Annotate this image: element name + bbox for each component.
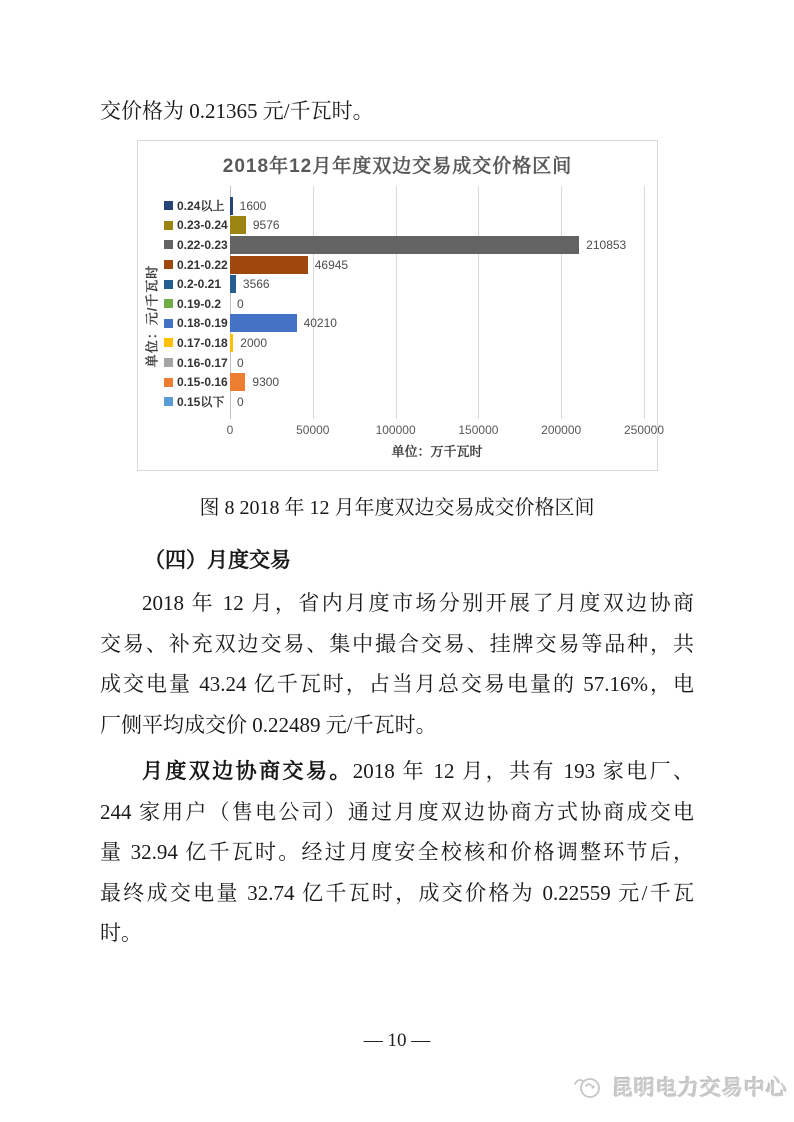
legend-swatch-icon <box>164 338 173 347</box>
chart-x-axis-title: 单位：万千瓦时 <box>391 444 483 459</box>
body-line: 最终成交电量 32.74 亿千瓦时，成交价格为 0.22559 元/千瓦 <box>100 880 694 905</box>
bar <box>230 275 236 293</box>
body-line: 2018 年 12 月，省内月度市场分别开展了月度双边协商 <box>142 591 694 615</box>
bar-value-label: 9300 <box>252 375 280 390</box>
bar <box>230 216 246 234</box>
body-line: 244 家用户（售电公司）通过月度双边协商方式协商成交电 <box>100 799 694 824</box>
bar-value-label: 9576 <box>252 218 280 233</box>
body-line: 量 32.94 亿千瓦时。经过月度安全校核和价格调整环节后， <box>100 840 694 864</box>
chart-title: 2018年12月年度双边交易成交价格区间 <box>222 156 573 177</box>
chart-category-label <box>164 196 230 216</box>
chart-category-label-text: 0.22-0.23 <box>177 237 228 252</box>
bar-row <box>230 372 644 392</box>
chart-y-axis-title: 单位：元/千瓦时 <box>144 265 160 368</box>
bar-row <box>230 216 644 236</box>
bar-value-label: 46945 <box>314 257 349 272</box>
chart-category-label <box>164 353 230 373</box>
chart-category-label-text: 0.16-0.17 <box>177 355 228 370</box>
watermark-text: 昆明电力交易中心 <box>612 1077 788 1100</box>
chart-bars <box>230 186 644 412</box>
chart-y-axis-title-cell <box>138 186 164 419</box>
chart-category-labels <box>164 186 230 419</box>
chart-scale-area <box>230 186 644 419</box>
chart-category-label-text: 0.24以上 <box>177 199 225 214</box>
bar-row <box>230 274 644 294</box>
paragraph-lead-bold: 月度双边协商交易。 <box>142 759 353 783</box>
x-tick-label: 0 <box>226 423 234 437</box>
legend-swatch-icon <box>164 378 173 387</box>
trade-center-logo-icon <box>572 1074 606 1100</box>
body-line: 时。 <box>100 921 142 945</box>
chart-category-label <box>164 333 230 353</box>
chart-category-label <box>164 392 230 412</box>
chart-category-label-text: 0.15-0.16 <box>177 375 228 390</box>
chart-x-tick-labels <box>226 423 665 439</box>
legend-swatch-icon <box>164 299 173 308</box>
bar <box>230 197 233 215</box>
watermark <box>572 1072 788 1102</box>
body-line: 成交电量 43.24 亿千瓦时，占当月总交易电量的 57.16%，电 <box>100 672 694 696</box>
chart-category-label-text: 0.2-0.21 <box>177 277 222 292</box>
chart-x-axis <box>138 423 665 439</box>
intro-text: 交价格为 0.21365 元/千瓦时。 <box>100 99 374 123</box>
bar <box>230 236 579 254</box>
body-line: 交易、补充双边交易、集中撮合交易、挂牌交易等品种，共 <box>100 631 694 656</box>
bar-row <box>230 314 644 334</box>
bar-value-label: 3566 <box>242 277 270 292</box>
chart-category-label <box>164 274 230 294</box>
chart-category-label <box>164 372 230 392</box>
bar-row <box>230 333 644 353</box>
bar-value-label: 1600 <box>239 198 267 213</box>
bar-value-label: 0 <box>237 394 244 409</box>
paragraph-monthly-overview <box>100 583 694 745</box>
chart-category-label-text: 0.18-0.19 <box>177 316 228 331</box>
paragraph-bilateral-negotiation <box>100 751 694 954</box>
chart-category-label-text: 0.17-0.18 <box>177 335 228 350</box>
figure-caption: 图 8 2018 年 12 月年度双边交易成交价格区间 <box>199 497 595 519</box>
paragraph-lead-rest: 2018 年 12 月，共有 193 家电厂、 <box>352 759 695 783</box>
bar-value-label: 0 <box>237 355 244 370</box>
bar-value-label: 2000 <box>240 335 267 350</box>
bar <box>230 373 245 391</box>
body-line <box>100 751 694 792</box>
bar-row <box>230 196 644 216</box>
bar-value-label: 210853 <box>586 237 627 252</box>
section-heading: （四）月度交易 <box>144 548 291 572</box>
legend-swatch-icon <box>164 280 173 289</box>
chart-category-label <box>164 314 230 334</box>
chart-gridline <box>644 186 645 419</box>
bar-row <box>230 353 644 373</box>
bar-row <box>230 235 644 255</box>
chart-category-label <box>164 294 230 314</box>
chart-category-label-text: 0.21-0.22 <box>177 257 228 272</box>
x-tick-label: 150000 <box>458 423 499 437</box>
page-number: — 10 — <box>363 1030 431 1051</box>
legend-swatch-icon <box>164 319 173 328</box>
body-line: 厂侧平均成交价 0.22489 元/千瓦时。 <box>100 712 437 737</box>
legend-swatch-icon <box>164 397 173 406</box>
bar <box>230 334 233 352</box>
chart-body <box>138 186 657 419</box>
legend-swatch-icon <box>164 201 173 210</box>
legend-swatch-icon <box>164 260 173 269</box>
bar-value-label: 0 <box>237 296 244 311</box>
bar <box>230 256 308 274</box>
bar-row <box>230 392 644 412</box>
x-tick-label: 100000 <box>375 423 416 437</box>
bar-value-label: 40210 <box>303 316 337 331</box>
legend-swatch-icon <box>164 358 173 367</box>
bar-row <box>230 294 644 314</box>
figure-chart <box>137 140 665 471</box>
chart-plot-area <box>230 186 657 419</box>
chart-category-label-text: 0.15以下 <box>177 395 225 410</box>
x-tick-label: 200000 <box>541 423 582 437</box>
bar-row <box>230 255 644 275</box>
chart-category-label <box>164 216 230 236</box>
chart-category-label-text: 0.23-0.24 <box>177 218 228 233</box>
legend-swatch-icon <box>164 240 173 249</box>
x-tick-label: 250000 <box>623 423 665 437</box>
x-tick-label: 50000 <box>296 423 330 437</box>
legend-swatch-icon <box>164 221 173 230</box>
chart-category-label <box>164 255 230 275</box>
chart-category-label-text: 0.19-0.2 <box>177 296 222 311</box>
chart-category-label <box>164 235 230 255</box>
bar <box>230 314 297 332</box>
